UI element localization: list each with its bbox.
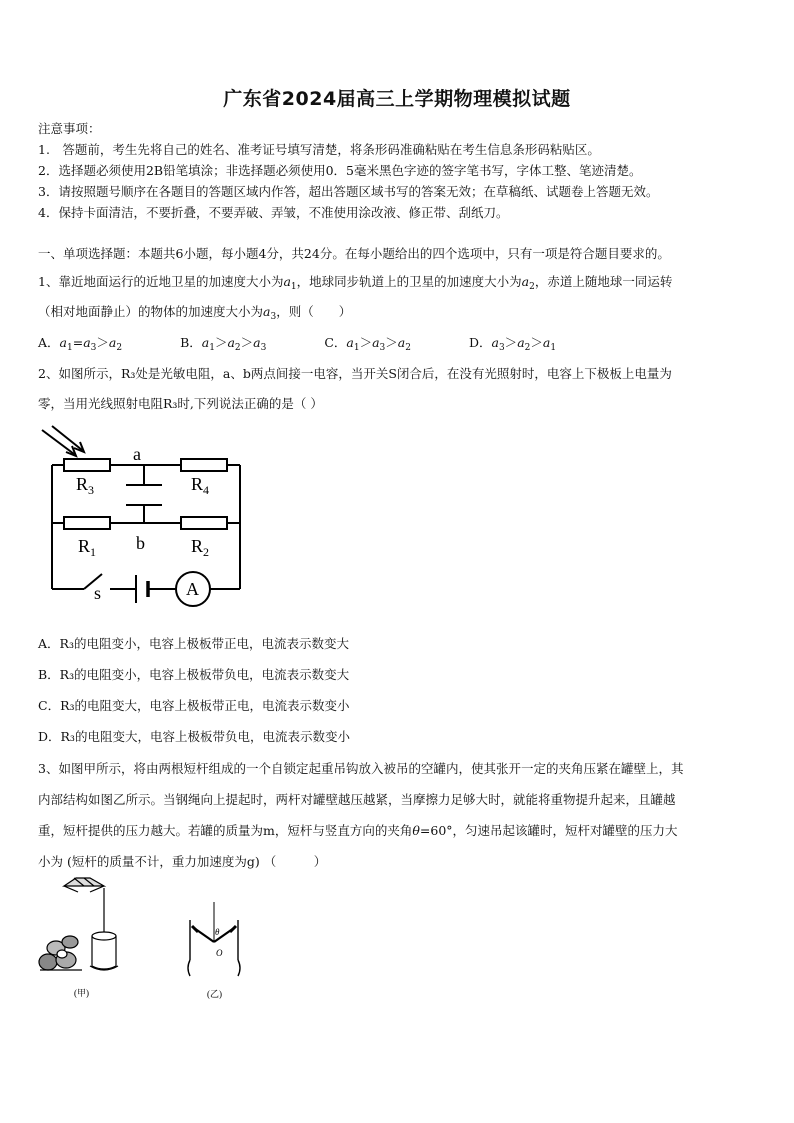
node-a-label: a [133, 444, 141, 464]
notice-item: 1. 答题前，考生先将自己的姓名、准考证号填写清楚，将条形码准确粘贴在考生信息条形码粘贴区。 [38, 142, 600, 157]
node-b-label: b [136, 533, 145, 553]
notice-item: 4．保持卡面清洁，不要折叠，不要弄破、弄皱，不准使用涂改液、修正带、刮纸刀。 [38, 205, 509, 220]
ammeter-label: A [186, 579, 199, 599]
notice-item: 3．请按照题号顺序在各题目的答题区域内作答，超出答题区域书写的答案无效；在草稿纸、试题卷上答题无效。 [38, 184, 659, 199]
section-heading: 一、单项选择题：本题共6小题，每小题4分，共24分。在每小题给出的四个选项中，只有一项是符合题目要求的。 [38, 246, 670, 261]
switch-label: s [94, 583, 102, 603]
q1-option-c[interactable]: C．$a_1>a_3>a_2$ [324, 335, 411, 353]
q2-option-a[interactable]: A．R₃的电阻变小，电容上极板带正电，电流表示数变大 [38, 636, 349, 651]
r2-label: $R_2$ [191, 536, 210, 559]
theta-label: θ [215, 927, 220, 937]
figure-jia-crane [34, 874, 134, 1004]
q3-stem-line2: 内部结构如图乙所示。当钢绳向上提起时，两杆对罐壁越压越紧，当摩擦力足够大时，就能将重物提升起来，且罐越 [38, 792, 676, 807]
q3-stem-line1: 3、如图甲所示，将由两根短杆组成的一个自锁定起重吊钩放入被吊的空罐内，使其张开一定的夹角压紧在罐壁上，其 [38, 761, 684, 776]
q2-option-b[interactable]: B．R₃的电阻变小，电容上极板带负电，电流表示数变大 [38, 667, 350, 682]
notice-title: 注意事项： [38, 121, 101, 136]
q1-option-a[interactable]: A．$a_1=a_3>a_2$ [38, 335, 123, 353]
r4-label: $R_4$ [191, 474, 210, 497]
figure-jia-caption: (甲) [74, 988, 89, 998]
q1-option-d[interactable]: D．$a_3>a_2>a_1$ [468, 335, 557, 353]
q2-option-d[interactable]: D．R₃的电阻变大，电容上极板带负电，电流表示数变小 [38, 729, 350, 744]
r3-label: $R_3$ [76, 474, 95, 497]
figure-yi-structure [182, 902, 262, 1004]
q2-stem-line1: 2、如图所示，R₃处是光敏电阻，a、b两点间接一电容，当开关S闭合后，在没有光照射时，电容上下极板上电量为 [38, 366, 672, 381]
r1-label: $R_1$ [78, 536, 97, 559]
q1-stem-line2: （相对地面静止）的物体的加速度大小为$a_3$，则（ ） [38, 304, 352, 322]
q2-stem-line2: 零，当用光线照射电阻R₃时,下列说法正确的是（ ） [38, 396, 323, 411]
q3-stem-line3: 重，短杆提供的压力越大。若罐的质量为m，短杆与竖直方向的夹角θ=60°，匀速吊起该罐时，短杆对罐壁的压力大 [38, 823, 678, 838]
q2-option-c[interactable]: C．R₃的电阻变大，电容上极板带正电，电流表示数变小 [38, 698, 350, 713]
page-title: 广东省2024届高三上学期物理模拟试题 [223, 88, 571, 110]
figure-yi-caption: (乙) [207, 989, 222, 999]
circuit-diagram [36, 424, 256, 610]
q1-options [38, 335, 556, 356]
q1-option-b[interactable]: B．$a_1>a_2>a_3$ [180, 335, 267, 353]
notice-item: 2．选择题必须使用2B铅笔填涂；非选择题必须使用0．5毫米黑色字迹的签字笔书写，字体工整、笔迹清楚。 [38, 163, 642, 178]
pivot-o-label: O [216, 948, 223, 958]
q1-stem-line1: 1、靠近地面运行的近地卫星的加速度大小为$a_1$，地球同步轨道上的卫星的加速度大小为$a_2$，赤道上随地球一同运转 [38, 274, 673, 292]
q3-stem-line4: 小为 (短杆的质量不计，重力加速度为g) （ ） [38, 854, 327, 869]
